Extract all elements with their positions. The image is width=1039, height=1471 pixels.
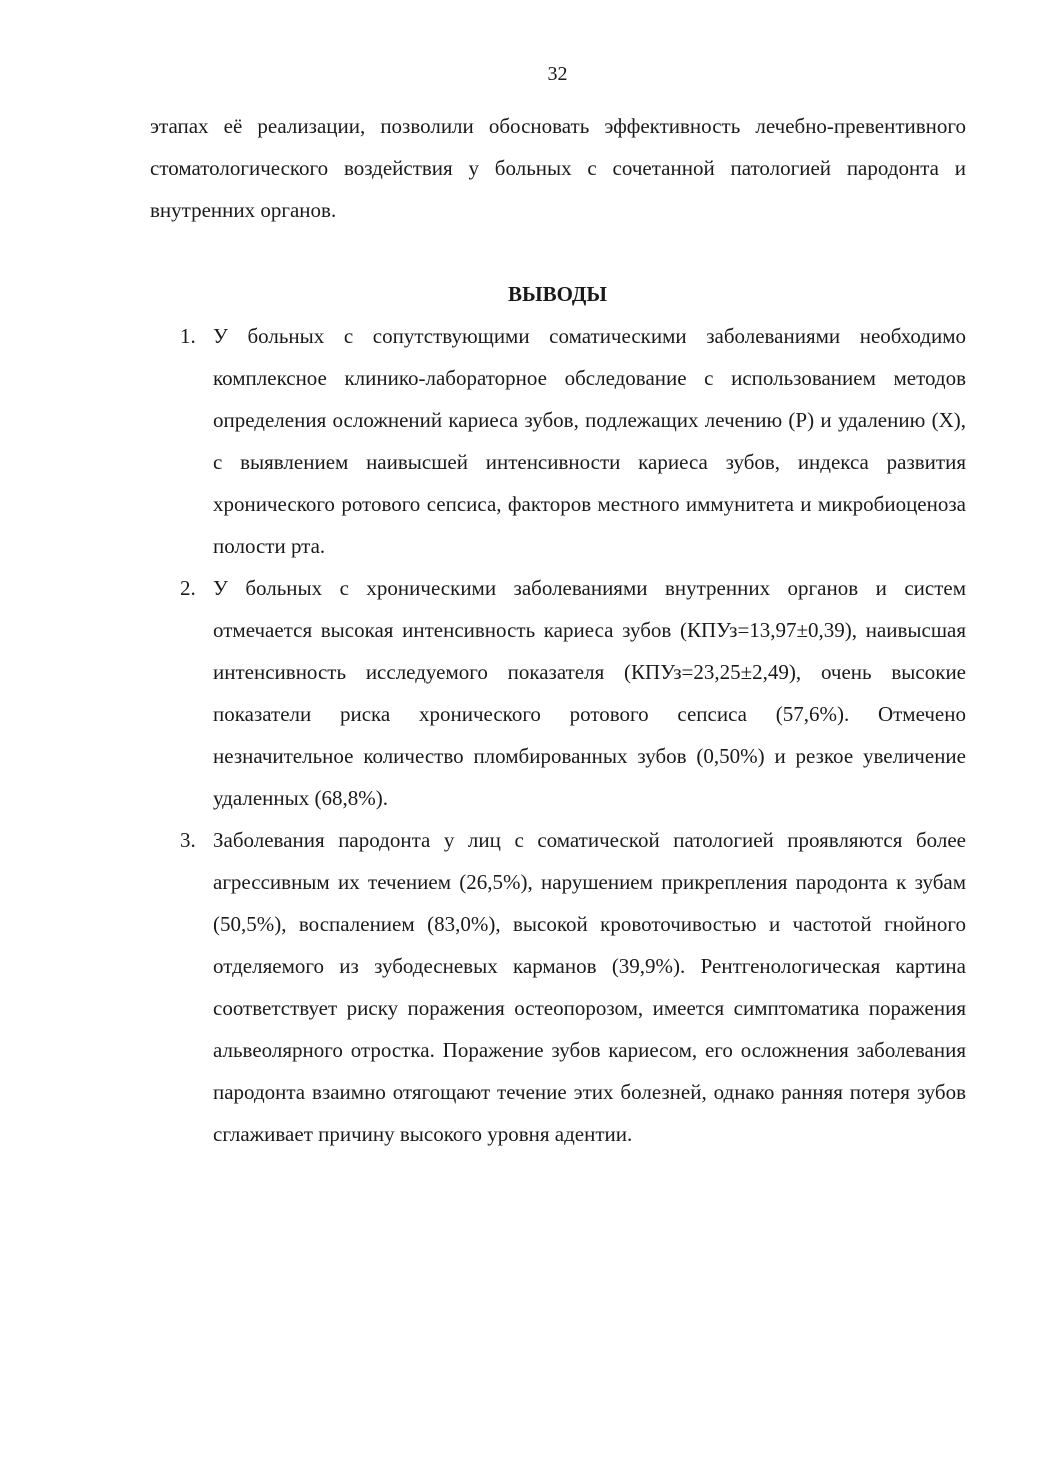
page-number: 32	[547, 63, 568, 85]
conclusion-number: 2.	[180, 576, 196, 600]
conclusion-item-2	[0, 567, 966, 819]
section-title: ВЫВОДЫ	[508, 282, 607, 306]
intro-paragraph: этапах её реализации, позволили обосновать эффективность лечебно-превентивного стоматологического воздействия у больных с сочетанной патологией пародонта и внутренних органов.	[150, 114, 966, 222]
conclusion-number: 1.	[180, 324, 196, 348]
conclusion-item-3	[0, 819, 966, 1155]
conclusions-list	[0, 315, 1039, 1155]
conclusion-text: Заболевания пародонта у лиц с соматической патологией проявляются более агрессивным их течением (26,5%), нарушением прикрепления пародонта к зубам (50,5%), воспалением (83,0%), высокой кровоточивостью и частотой гнойного отделяемого из зубодесневых карманов (39,9%). Рентгенологическая картина соответствует риску поражения остеопорозом, имеется симптоматика поражения альвеолярного отростка. Поражение зубов кариесом, его осложнения заболевания пародонта взаимно отягощают течение этих болезней, однако ранняя потеря зубов сглаживает причину высокого уровня адентии.	[213, 828, 966, 1146]
conclusion-number: 3.	[180, 828, 196, 852]
conclusion-text: У больных с сопутствующими соматическими заболеваниями необходимо комплексное клинико-лабораторное обследование с использованием методов определения осложнений кариеса зубов, подлежащих лечению (Р) и удалению (Х), с выявлением наивысшей интенсивности кариеса зубов, индекса развития хронического ротового сепсиса, факторов местного иммунитета и микробиоценоза полости рта.	[213, 324, 966, 558]
conclusion-item-1	[0, 315, 966, 567]
conclusion-text: У больных с хроническими заболеваниями внутренних органов и систем отмечается высокая интенсивность кариеса зубов (КПУз=13,97±0,39), наивысшая интенсивность исследуемого показателя (КПУз=23,25±2,49), очень высокие показатели риска хронического ротового сепсиса (57,6%). Отмечено незначительное количество пломбированных зубов (0,50%) и резкое увеличение удаленных (68,8%).	[213, 576, 966, 810]
